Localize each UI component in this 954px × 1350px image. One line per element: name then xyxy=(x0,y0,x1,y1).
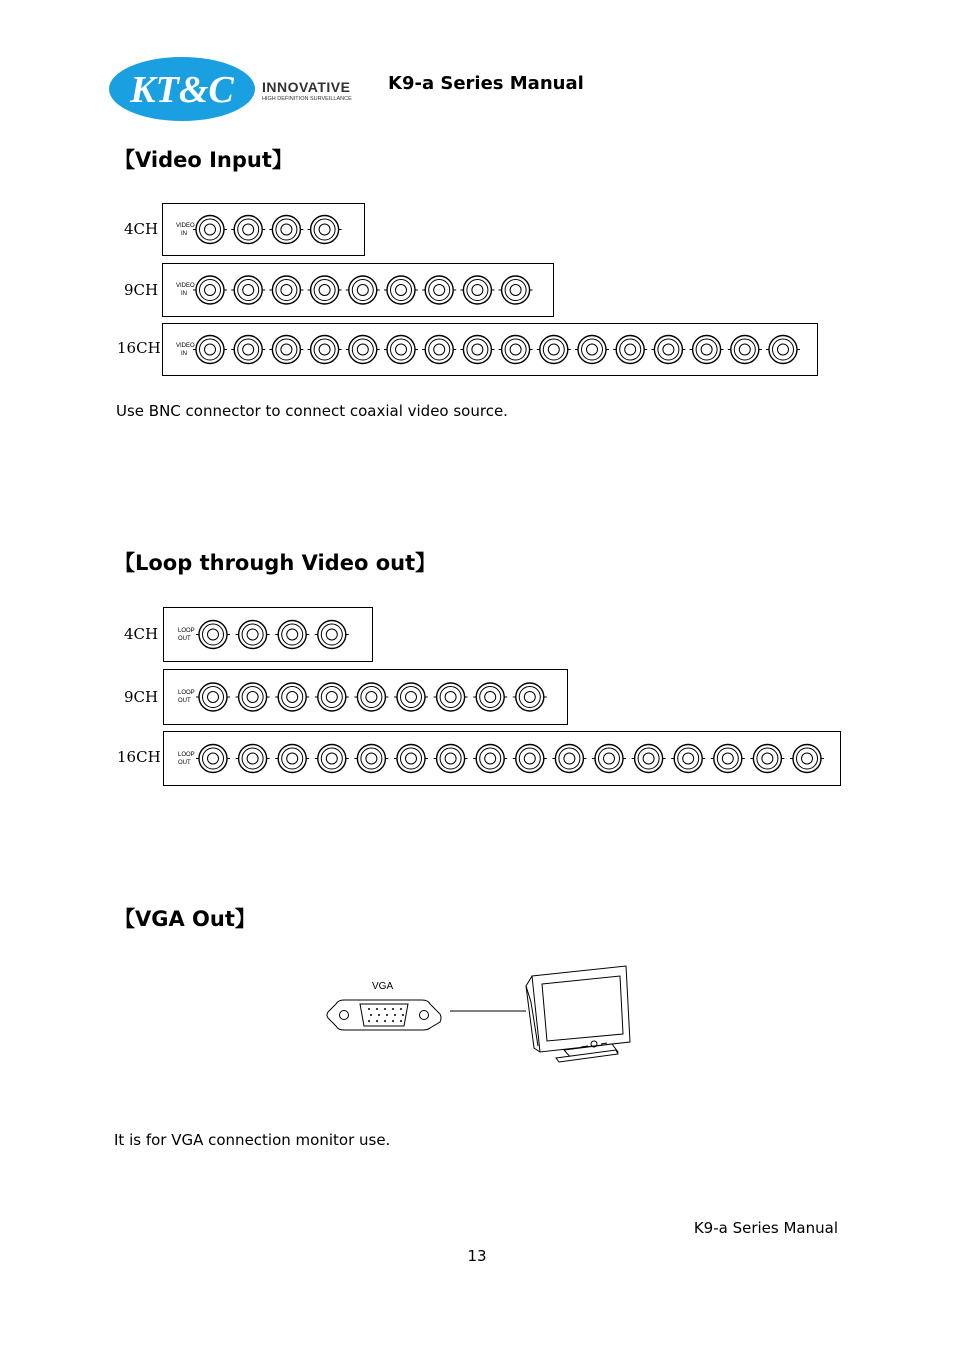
bnc-part xyxy=(326,753,337,764)
bnc-part xyxy=(319,344,330,355)
port-label-line1: LOOP xyxy=(178,751,195,758)
bnc-connector-icon xyxy=(422,336,456,364)
bnc-part xyxy=(472,344,483,355)
port-label-line2: IN xyxy=(181,230,187,237)
bnc-part xyxy=(434,344,445,355)
bnc-part xyxy=(445,753,456,764)
video-input-panel-9ch xyxy=(162,263,554,317)
port-label-line1: LOOP xyxy=(178,627,195,634)
vga-connector-label: VGA xyxy=(372,981,394,992)
bnc-connector-icon xyxy=(434,683,468,711)
loop-out-panel-9ch xyxy=(163,669,568,725)
bnc-connector-icon xyxy=(315,745,349,773)
bnc-connector-icon xyxy=(384,276,418,304)
port-label-line2: IN xyxy=(181,350,187,357)
bnc-part xyxy=(625,344,636,355)
bnc-part xyxy=(663,344,674,355)
bnc-connector-icon xyxy=(728,336,762,364)
bnc-part xyxy=(762,753,773,764)
bnc-connector-icon xyxy=(269,336,303,364)
bnc-connector-icon xyxy=(460,276,494,304)
bnc-connector-icon xyxy=(690,336,724,364)
port-label-line1: VIDEO xyxy=(176,342,195,349)
bnc-part xyxy=(243,285,254,296)
bnc-part xyxy=(472,285,483,296)
bnc-connector-icon xyxy=(196,621,230,649)
bnc-part xyxy=(524,692,535,703)
bnc-part xyxy=(208,753,219,764)
bnc-connector-icon xyxy=(750,745,784,773)
bnc-connector-icon xyxy=(269,276,303,304)
bnc-part xyxy=(510,285,521,296)
bnc-connector-row xyxy=(163,204,364,255)
bnc-part xyxy=(434,285,445,296)
brand-name: INNOVATIVE xyxy=(262,79,351,95)
bnc-part xyxy=(485,692,496,703)
bnc-connector-icon xyxy=(346,336,380,364)
bnc-part xyxy=(778,344,789,355)
bnc-connector-icon xyxy=(236,745,270,773)
monitor-icon xyxy=(526,966,630,1062)
bnc-connector-icon xyxy=(552,745,586,773)
bnc-connector-icon xyxy=(766,336,800,364)
bnc-part xyxy=(287,753,298,764)
bnc-part xyxy=(643,753,654,764)
bnc-connector-icon xyxy=(231,276,265,304)
vga-diagram xyxy=(326,962,636,1072)
bnc-part xyxy=(243,344,254,355)
bnc-connector-icon xyxy=(422,276,456,304)
bnc-connector-row xyxy=(163,324,817,375)
bnc-connector-icon xyxy=(354,683,388,711)
loop-out-9ch-label: 9CH xyxy=(124,688,159,706)
bnc-connector-icon xyxy=(308,336,342,364)
bnc-connector-icon xyxy=(790,745,824,773)
bnc-connector-icon xyxy=(384,336,418,364)
bnc-part xyxy=(326,692,337,703)
bnc-connector-icon xyxy=(394,745,428,773)
loop-out-16ch-label: 16CH xyxy=(117,748,161,766)
bnc-connector-icon xyxy=(499,336,533,364)
bnc-part xyxy=(722,753,733,764)
bnc-part xyxy=(587,344,598,355)
bnc-connector-row xyxy=(164,608,372,661)
bnc-connector-icon xyxy=(473,683,507,711)
bnc-part xyxy=(287,629,298,640)
port-label-line1: VIDEO xyxy=(176,283,195,289)
bnc-part xyxy=(510,344,521,355)
bnc-part xyxy=(205,285,216,296)
bnc-part xyxy=(366,753,377,764)
bnc-part xyxy=(287,692,298,703)
bnc-connector-icon xyxy=(671,745,705,773)
bnc-part xyxy=(802,753,813,764)
bnc-connector-icon xyxy=(196,745,230,773)
video-input-9ch-label: 9CH xyxy=(124,281,159,299)
footer-manual-title: K9-a Series Manual xyxy=(693,1219,838,1237)
bnc-connector-row xyxy=(164,670,567,724)
bnc-part xyxy=(281,224,292,235)
bnc-part xyxy=(485,753,496,764)
bnc-part xyxy=(319,224,330,235)
bnc-part xyxy=(366,692,377,703)
video-input-4ch-label: 4CH xyxy=(124,220,159,238)
bnc-part xyxy=(281,285,292,296)
brand-tagline: HIGH DEFINITION SURVEILLANCE xyxy=(262,96,352,102)
port-label-line2: IN xyxy=(181,291,187,297)
bnc-part xyxy=(564,753,575,764)
video-input-16ch-label: 16CH xyxy=(117,339,161,357)
loop-out-panel-16ch xyxy=(163,731,841,786)
bnc-connector-icon xyxy=(632,745,666,773)
bnc-part xyxy=(319,285,330,296)
bnc-connector-icon xyxy=(315,621,349,649)
bnc-connector-icon xyxy=(236,683,270,711)
bnc-part xyxy=(357,285,368,296)
port-label-line2: OUT xyxy=(178,698,191,704)
company-logo xyxy=(106,54,368,124)
port-label-line2: OUT xyxy=(178,635,191,642)
bnc-part xyxy=(406,692,417,703)
video-input-panel-16ch xyxy=(162,323,818,376)
bnc-connector-icon xyxy=(513,683,547,711)
logo-text: KT&C xyxy=(130,69,234,111)
bnc-connector-row xyxy=(164,732,840,785)
loop-out-panel-4ch xyxy=(163,607,373,662)
bnc-part xyxy=(739,344,750,355)
port-label-line2: OUT xyxy=(178,759,191,766)
bnc-connector-icon xyxy=(231,336,265,364)
bnc-part xyxy=(396,285,407,296)
port-label-line1: VIDEO xyxy=(176,222,195,229)
bnc-connector-icon xyxy=(711,745,745,773)
vga-out-title: 【VGA Out】 xyxy=(114,907,256,931)
bnc-connector-icon xyxy=(346,276,380,304)
bnc-connector-icon xyxy=(613,336,647,364)
bnc-connector-icon xyxy=(308,216,342,244)
bnc-connector-icon xyxy=(460,336,494,364)
vga-out-description: It is for VGA connection monitor use. xyxy=(114,1131,391,1149)
bnc-part xyxy=(445,692,456,703)
bnc-connector-icon xyxy=(592,745,626,773)
bnc-part xyxy=(247,753,258,764)
video-input-panel-4ch xyxy=(162,203,365,256)
bnc-connector-icon xyxy=(499,276,533,304)
loop-out-4ch-label: 4CH xyxy=(124,625,159,643)
bnc-connector-icon xyxy=(308,276,342,304)
bnc-connector-icon xyxy=(315,683,349,711)
bnc-connector-icon xyxy=(651,336,685,364)
bnc-connector-icon xyxy=(537,336,571,364)
bnc-connector-icon xyxy=(275,683,309,711)
bnc-connector-icon xyxy=(236,621,270,649)
video-input-title: 【Video Input】 xyxy=(114,148,293,172)
bnc-part xyxy=(208,629,219,640)
bnc-connector-icon xyxy=(196,683,230,711)
bnc-part xyxy=(281,344,292,355)
bnc-part xyxy=(683,753,694,764)
bnc-part xyxy=(243,224,254,235)
bnc-connector-icon xyxy=(575,336,609,364)
bnc-connector-icon xyxy=(193,336,227,364)
video-input-description: Use BNC connector to connect coaxial video source. xyxy=(116,402,508,420)
loop-out-title: 【Loop through Video out】 xyxy=(114,551,437,575)
header-title: K9-a Series Manual xyxy=(388,73,584,94)
bnc-part xyxy=(524,753,535,764)
page-number: 13 xyxy=(467,1247,487,1265)
bnc-part xyxy=(205,224,216,235)
bnc-part xyxy=(357,344,368,355)
bnc-connector-icon xyxy=(193,216,227,244)
bnc-part xyxy=(548,344,559,355)
bnc-connector-icon xyxy=(394,683,428,711)
bnc-part xyxy=(604,753,615,764)
bnc-connector-icon xyxy=(513,745,547,773)
bnc-part xyxy=(396,344,407,355)
bnc-part xyxy=(247,629,258,640)
bnc-connector-icon xyxy=(231,216,265,244)
bnc-connector-icon xyxy=(354,745,388,773)
bnc-part xyxy=(247,692,258,703)
bnc-part xyxy=(701,344,712,355)
bnc-connector-icon xyxy=(193,276,227,304)
bnc-part xyxy=(205,344,216,355)
bnc-connector-icon xyxy=(275,745,309,773)
bnc-connector-icon xyxy=(275,621,309,649)
bnc-part xyxy=(208,692,219,703)
port-label-line1: LOOP xyxy=(178,690,195,696)
bnc-connector-icon xyxy=(269,216,303,244)
bnc-part xyxy=(406,753,417,764)
vga-connector xyxy=(327,1000,441,1030)
bnc-part xyxy=(326,629,337,640)
bnc-connector-row xyxy=(163,264,553,316)
bnc-connector-icon xyxy=(434,745,468,773)
bnc-connector-icon xyxy=(473,745,507,773)
